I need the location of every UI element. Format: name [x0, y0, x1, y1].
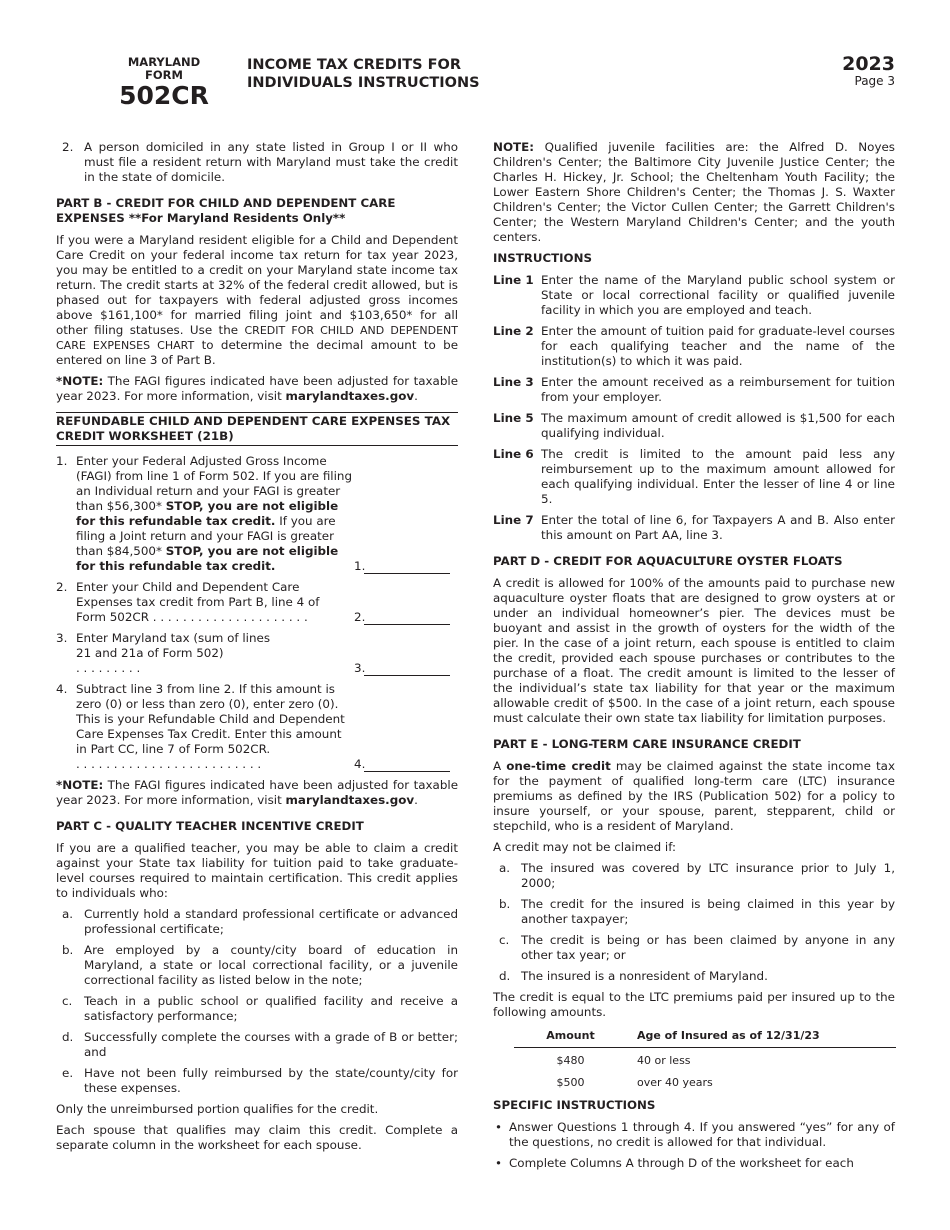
line-number: 1.: [354, 559, 366, 573]
page-number: Page 3: [854, 74, 895, 88]
item-text: Are employed by a county/city board of education in Maryland, a state or local correctional facility, or a juvenile correctional facility as listed below in the note;: [84, 943, 458, 987]
worksheet-row-2: [56, 580, 458, 625]
row-label: 3.: [56, 631, 68, 645]
line-instruction-7: [493, 513, 895, 543]
part-b-text-end: to determine the decimal amount to be entered on line 3 of Part B.: [56, 338, 459, 367]
line-label: Line 2: [493, 324, 534, 338]
right-column: [493, 140, 895, 1177]
row-label: 1.: [56, 454, 68, 468]
spouse-note: Each spouse that qualifies may claim this credit. Complete a separate column in the worksheet for each spouse.: [56, 1123, 458, 1152]
tax-year: 2023: [842, 53, 895, 75]
note-label: *NOTE:: [56, 778, 104, 792]
list-item: [493, 1120, 895, 1150]
stop-warning: STOP, you are not eligible for this refundable tax credit.: [76, 499, 339, 528]
row-text-part: If you are filing a Joint return and your FAGI is greater than $84,500*: [76, 514, 336, 558]
bullet-icon: •: [495, 1156, 503, 1170]
part-e-text: A: [493, 759, 502, 773]
state-name: MARYLAND: [127, 55, 201, 69]
row-text: [76, 631, 276, 676]
line-text: Enter the amount received as a reimbursement for tuition from your employer.: [541, 375, 895, 404]
line-text: The maximum amount of credit allowed is $1,500 for each qualifying individual.: [541, 411, 895, 440]
not-claimed-intro: A credit may not be claimed if:: [493, 840, 676, 854]
specific-instructions-list: [493, 1120, 895, 1171]
item-label: a.: [499, 861, 511, 875]
item-label: b.: [499, 897, 511, 911]
list-item: [493, 969, 895, 984]
list-item: [56, 907, 458, 937]
juvenile-facilities-note: [493, 140, 895, 245]
list-item: [493, 933, 895, 963]
leader-dots: . . . . . . . . . . . . . . . . . . . . . . . . .: [76, 757, 262, 771]
entry-line-4[interactable]: [354, 757, 450, 772]
worksheet-row-3: [56, 631, 458, 676]
item-label: d.: [499, 969, 511, 983]
list-item: [493, 1156, 895, 1171]
row-text-part: Enter your Federal Adjusted Gross Income (FAGI) from line 1 of Form 502. If you are filing an Individual return and your FAGI is greater than $56,300*: [76, 454, 353, 513]
row-text-part: Enter your Child and Dependent Care Expenses tax credit from Part B, line 4 of Form 502CR: [76, 580, 320, 624]
worksheet-title: REFUNDABLE CHILD AND DEPENDENT CARE EXPENSES TAX CREDIT WORKSHEET (21B): [56, 412, 458, 446]
worksheet-row-1: [56, 454, 458, 574]
row-label: 2.: [56, 580, 68, 594]
section-heading-part-d: PART D - CREDIT FOR AQUACULTURE OYSTER FLOATS: [493, 554, 843, 568]
entry-line-3[interactable]: [354, 661, 450, 676]
item-text: Successfully complete the courses with a grade of B or better; and: [84, 1030, 458, 1059]
list-item: [56, 1030, 458, 1060]
list-item: [493, 897, 895, 927]
entry-rule[interactable]: [364, 562, 450, 574]
section-heading-instructions: INSTRUCTIONS: [493, 251, 592, 265]
item-label: e.: [62, 1066, 74, 1080]
item-text: The insured was covered by LTC insurance prior to July 1, 2000;: [521, 861, 895, 890]
column-header-age: Age of Insured as of 12/31/23: [637, 1026, 896, 1048]
item-label: c.: [499, 933, 510, 947]
part-b-paragraph: [56, 233, 458, 368]
chart-reference: CREDIT FOR CHILD AND DEPENDENT CARE EXPENSES CHART: [56, 324, 458, 352]
line-label: Line 1: [493, 273, 534, 287]
line-instruction-5: [493, 411, 895, 441]
row-label: 4.: [56, 682, 68, 696]
line-number: 2.: [354, 610, 366, 624]
part-d-paragraph: A credit is allowed for 100% of the amounts paid to purchase new aquaculture oyster floats that are designed to grow oysters at or under an individual homeowner’s pier. The devices must be buoyant and assist in the growth of oysters for the width of the pier. In the case of a joint return, each spouse is entitled to claim the credit, provided each spouse purchases or contributes to the purchase of a float. The credit amount is limited to the lesser of the individual’s state tax liability for that year or the maximum allowable credit of $500. In the case of a joint return, each spouse must calculate their own state tax liability for limitation purposes.: [493, 576, 895, 725]
note-text: The FAGI figures indicated have been adjusted for taxable year 2023. For more information, visit: [56, 374, 459, 403]
item-label: d.: [62, 1030, 74, 1044]
line-text: Enter the name of the Maryland public school system or State or local correctional facility or qualified juvenile facility in which you are employed and teach.: [541, 273, 895, 317]
stop-warning: STOP, you are not eligible for this refundable tax credit.: [76, 544, 339, 573]
row-text: [76, 454, 356, 574]
line-text: Enter the amount of tuition paid for graduate-level courses for each qualifying teacher and the name of the institution(s) to which it was paid.: [541, 324, 895, 368]
part-e-text-end: may be claimed against the state income tax for the payment of qualified long-term care (LTC) insurance premiums as defined by the IRS (Publication 502) for a policy to insure yourself, or your spouse, parent, stepparent, child or stepchild, who is a resident of Maryland.: [493, 759, 895, 833]
note-text: The FAGI figures indicated have been adjusted for taxable year 2023. For more information, visit: [56, 778, 459, 807]
row-text: [76, 580, 336, 625]
item-text: A person domiciled in any state listed in Group I or II who must file a resident return with Maryland must take the credit in the state of domicile.: [84, 140, 458, 184]
item-text: Have not been fully reimbursed by the state/county/city for these expenses.: [84, 1066, 458, 1095]
one-time-credit-emphasis: one-time credit: [506, 759, 611, 773]
list-item: [56, 1066, 458, 1096]
section-heading-specific: SPECIFIC INSTRUCTIONS: [493, 1098, 656, 1112]
row-text: [76, 682, 346, 772]
item-text: The credit for the insured is being claimed in this year by another taxpayer;: [521, 897, 895, 926]
column-gap: [627, 1048, 637, 1071]
left-column: [56, 140, 458, 1159]
item-text: Currently hold a standard professional certificate or advanced professional certificate;: [84, 907, 458, 936]
item-text: Answer Questions 1 through 4. If you answered “yes” for any of the questions, no credit is allowed for that individual.: [509, 1120, 895, 1149]
form-identifier: [112, 56, 216, 110]
note-label: *NOTE:: [56, 374, 104, 388]
note-text: Qualified juvenile facilities are: the Alfred D. Noyes Children's Center; the Baltimore City Juvenile Justice Center; the Charles H. Hickey, Jr. School; the Cheltenham Youth Facility; the Lower Eastern Shore Children's Center; the Thomas J. S. Waxter Children's Center; the Victor Cullen Center; the Garrett Children's Center; the Western Maryland Children's Center; and the youth centers.: [493, 140, 895, 244]
entry-rule[interactable]: [364, 760, 450, 772]
entry-line-2[interactable]: [354, 610, 450, 625]
table-row: [514, 1070, 896, 1092]
line-label: Line 7: [493, 513, 534, 527]
item-text: Teach in a public school or qualified facility and receive a satisfactory performance;: [84, 994, 458, 1023]
part-b-text: If you were a Maryland resident eligible for a Child and Dependent Care Credit on your federal income tax return for tax year 2023, you may be entitled to a credit on your Maryland state income tax return. The credit starts at 32% of the federal credit allowed, but is phased out for taxpayers with federal adjusted gross incomes above $161,100* for married filing joint and $103,650* for all other filing statuses. Use the: [56, 233, 458, 337]
fagi-note-2: *NOTE: The FAGI figures indicated have been adjusted for taxable year 2023. For more information, visit marylandtaxes.gov.: [56, 778, 459, 807]
item-text: Complete Columns A through D of the worksheet for each: [509, 1156, 854, 1170]
leader-dots: . . . . . . . . . . . . . . . . . . . . .: [149, 610, 308, 624]
credit-equal-text: The credit is equal to the LTC premiums paid per insured up to the following amounts.: [493, 990, 895, 1019]
row-text-part: Enter Maryland tax (sum of lines 21 and 21a of Form 502): [76, 631, 271, 660]
section-heading-part-e: PART E - LONG-TERM CARE INSURANCE CREDIT: [493, 737, 801, 751]
amount-cell: $500: [556, 1076, 585, 1089]
section-heading-part-c: PART C - QUALITY TEACHER INCENTIVE CREDIT: [56, 819, 364, 833]
section-heading-part-b: PART B - CREDIT FOR CHILD AND DEPENDENT CARE EXPENSES **For Maryland Residents Only**: [56, 196, 396, 225]
website-link[interactable]: marylandtaxes.gov: [285, 793, 415, 807]
page-header: [0, 52, 950, 112]
table-header-row: [514, 1026, 896, 1048]
amount-cell: $480: [556, 1054, 585, 1067]
age-cell: over 40 years: [637, 1076, 713, 1089]
note-label: NOTE:: [493, 140, 535, 154]
line-label: Line 3: [493, 375, 534, 389]
worksheet: [56, 454, 458, 772]
form-word: FORM: [145, 68, 183, 82]
title-line-1: INCOME TAX CREDITS FOR: [247, 57, 462, 73]
form-number: 502CR: [119, 81, 209, 110]
table-row: [514, 1048, 896, 1071]
item-label: a.: [62, 907, 74, 921]
list-item: [56, 994, 458, 1024]
line-label: Line 6: [493, 447, 534, 461]
ltc-amount-table: [514, 1026, 896, 1092]
entry-rule[interactable]: [364, 664, 450, 676]
item-label: b.: [62, 943, 74, 957]
unreimbursed-note: Only the unreimbursed portion qualifies for the credit.: [56, 1102, 379, 1116]
line-label: Line 5: [493, 411, 534, 425]
list-item: [56, 943, 458, 988]
document-title: [247, 56, 567, 92]
list-item: [493, 861, 895, 891]
line-text: Enter the total of line 6, for Taxpayers A and B. Also enter this amount on Part AA, line 3.: [541, 513, 895, 542]
item-label: 2.: [62, 140, 74, 154]
part-c-paragraph: If you are a qualified teacher, you may be able to claim a credit against your State tax liability for tuition paid to take graduate-level courses required to maintain certification. This credit applies to individuals who:: [56, 841, 458, 900]
entry-line-1[interactable]: [354, 559, 450, 574]
line-number: 4.: [354, 757, 366, 771]
title-line-2: INDIVIDUALS INSTRUCTIONS: [247, 75, 480, 91]
item-text: The insured is a nonresident of Maryland.: [521, 969, 768, 983]
bullet-icon: •: [495, 1120, 503, 1134]
list-item: [56, 140, 458, 185]
part-e-paragraph: [493, 759, 895, 834]
age-cell: 40 or less: [637, 1054, 691, 1067]
line-instruction-2: [493, 324, 895, 369]
column-gap: [627, 1026, 637, 1048]
worksheet-row-4: [56, 682, 458, 772]
line-text: The credit is limited to the amount paid less any reimbursement up to the maximum amount allowed for each qualifying individual. Enter the lesser of line 4 or line 5.: [541, 447, 895, 506]
line-instruction-1: [493, 273, 895, 318]
line-number: 3.: [354, 661, 366, 675]
line-instruction-6: [493, 447, 895, 507]
line-instruction-3: [493, 375, 895, 405]
column-gap: [627, 1070, 637, 1092]
leader-dots: . . . . . . . . .: [76, 661, 141, 675]
part-c-list: [56, 907, 458, 1096]
fagi-note: *NOTE: The FAGI figures indicated have been adjusted for taxable year 2023. For more information, visit marylandtaxes.gov.: [56, 374, 459, 403]
item-label: c.: [62, 994, 73, 1008]
website-link[interactable]: marylandtaxes.gov: [285, 389, 415, 403]
column-header-amount: Amount: [514, 1026, 627, 1048]
part-e-list: [493, 861, 895, 984]
entry-rule[interactable]: [364, 613, 450, 625]
item-text: The credit is being or has been claimed by anyone in any other tax year; or: [521, 933, 895, 962]
row-text-part: Subtract line 3 from line 2. If this amount is zero (0) or less than zero (0), enter zero (0). This is your Refundable Child and Dependent Care Expenses Tax Credit. Enter this amount in Part CC, line 7 of Form 502CR.: [76, 682, 345, 756]
